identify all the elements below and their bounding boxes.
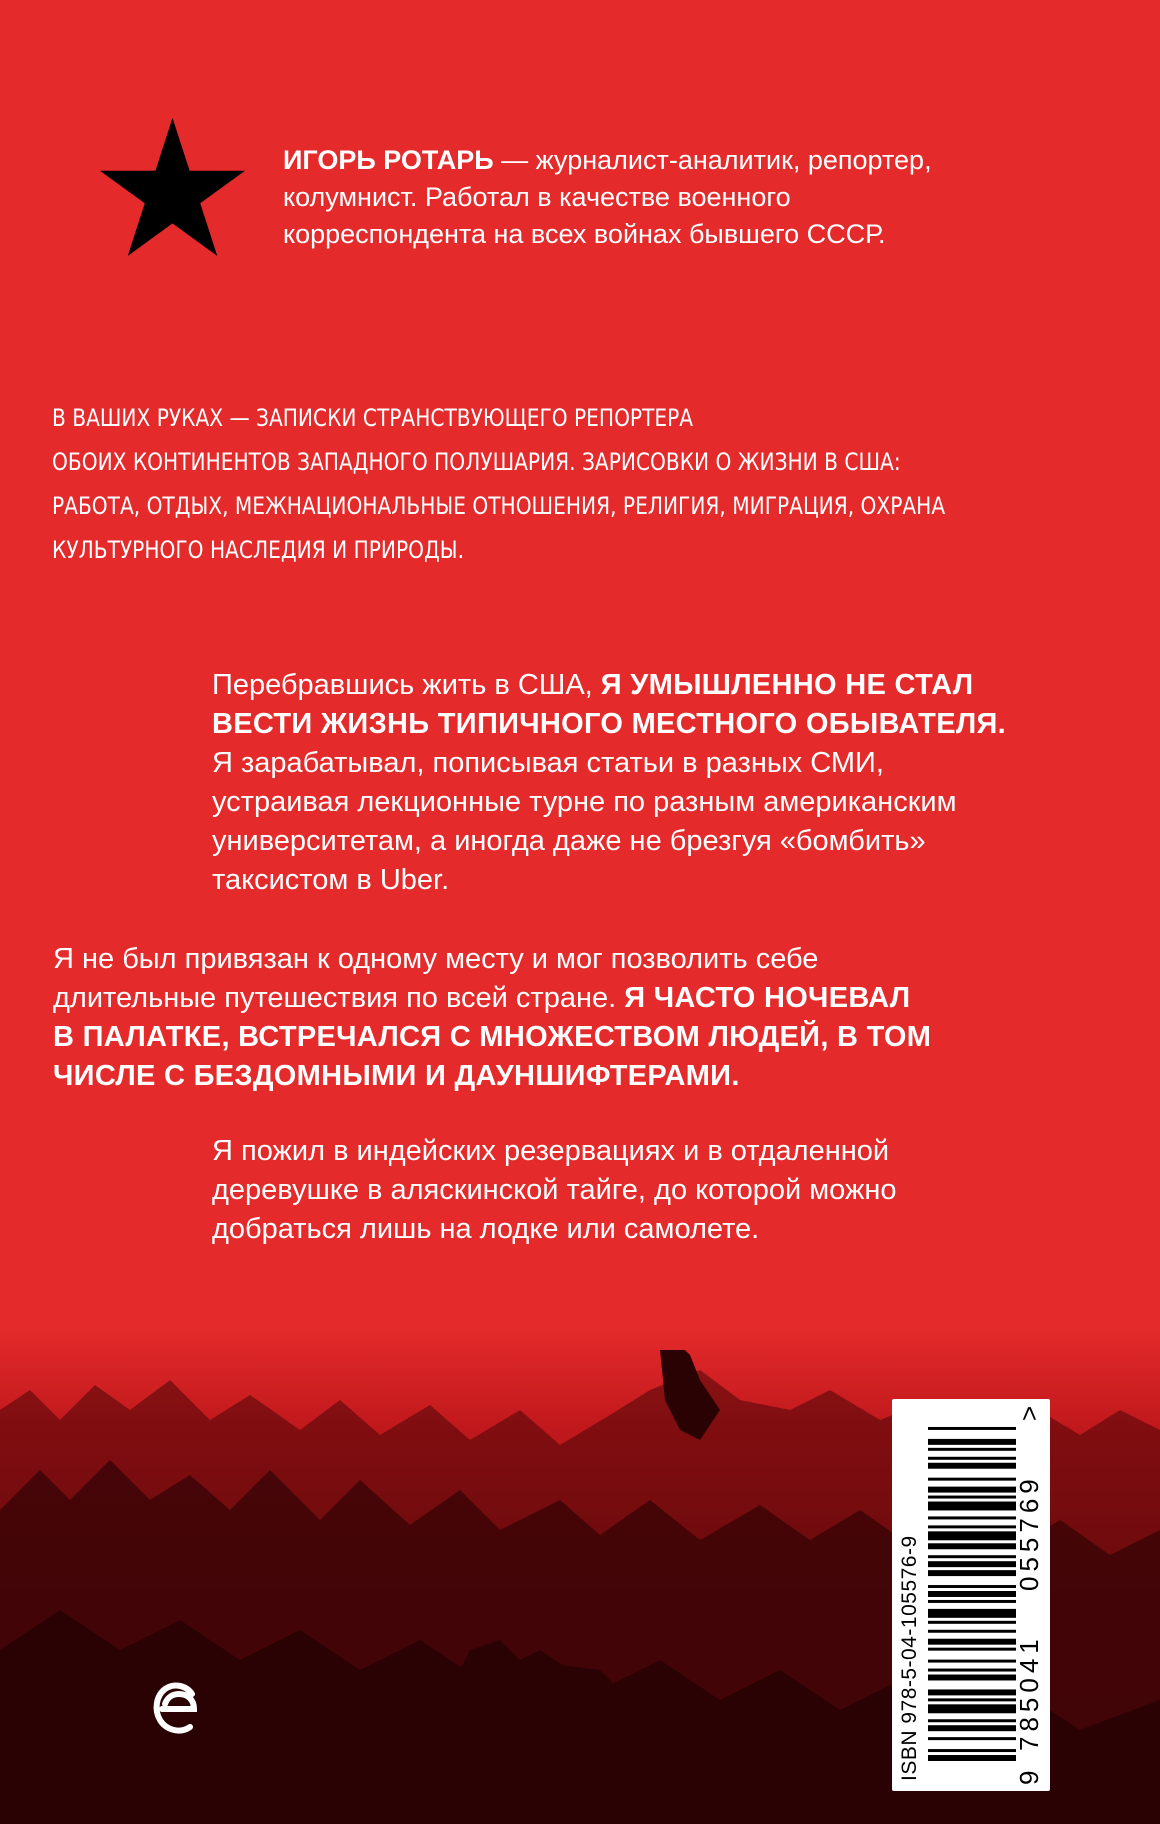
paragraph-line: деревушке в аляскинской тайге, до которой можно [212,1174,897,1206]
barcode-bar [928,1660,1016,1663]
ean-right-group: 055769 [1014,1474,1044,1591]
barcode-bar [928,1585,1016,1588]
barcode-bar [928,1555,1016,1558]
barcode-bar [928,1516,1016,1519]
summary-line: ОБОИХ КОНТИНЕНТОВ ЗАПАДНОГО ПОЛУШАРИЯ. ЗАРИСОВКИ О ЖИЗНИ В США: [52,448,901,476]
paragraph-line: таксистом в Uber. [212,864,450,896]
barcode-bar [928,1600,1016,1603]
paragraph-line: ВЕСТИ ЖИЗНЬ ТИПИЧНОГО МЕСТНОГО ОБЫВАТЕЛЯ. [212,708,1006,740]
barcode-bar [928,1591,1016,1597]
author-bio [283,142,1043,253]
barcode-bar [928,1531,1016,1540]
publisher-logo-icon [152,1680,200,1736]
paragraph-line: Я пожил в индейских резервациях и в отдаленной [212,1135,890,1167]
paragraph-line: длительные путешествия по всей стране. Я ЧАСТО НОЧЕВАЛ [53,982,911,1014]
paragraph-2 [53,940,1113,1096]
barcode-bar [928,1502,1016,1511]
barcode-bar [928,1609,1016,1618]
barcode-bar [928,1698,1016,1701]
barcode-bar [928,1648,1016,1651]
barcode-bar [928,1621,1016,1624]
ean-digits [1014,1399,1044,1791]
barcode-bar [928,1630,1016,1633]
barcode-bar [928,1463,1016,1469]
isbn-number: ISBN 978-5-04-105576-9 [898,1535,921,1781]
barcode-bar [928,1725,1016,1731]
barcode-bar [928,1487,1016,1493]
author-bio-line-1: ИГОРЬ РОТАРЬ — журналист-аналитик, репортер, [283,145,932,175]
ean-arrow: > [1014,1405,1044,1421]
author-bio-line-2: колумнист. Работал в качестве военного [283,182,791,212]
barcode-bar [928,1561,1016,1567]
barcode-bar [928,1755,1016,1761]
barcode-bar [928,1448,1016,1451]
barcode-bar [928,1704,1016,1713]
barcode-bar [928,1689,1016,1695]
author-name: ИГОРЬ РОТАРЬ [283,145,494,175]
barcode-bar [928,1669,1016,1672]
author-bio-line-3: корреспондента на всех войнах бывшего СССР. [283,219,886,249]
barcode-label [892,1399,1050,1791]
barcode-bar [928,1427,1016,1430]
barcode-bar [928,1749,1016,1752]
star-icon [100,118,245,256]
paragraph-line: ЧИСЛЕ С БЕЗДОМНЫМИ И ДАУНШИФТЕРАМИ. [53,1060,740,1092]
summary-line: КУЛЬТУРНОГО НАСЛЕДИЯ И ПРИРОДЫ. [52,536,464,564]
barcode-bar [928,1737,1016,1740]
paragraph-1 [212,666,1112,900]
paragraph-line: университетам, а иногда даже не брезгуя «бомбить» [212,825,926,857]
paragraph-line: добраться лишь на лодке или самолете. [212,1213,760,1245]
book-summary [52,396,1102,572]
barcode-bar [928,1719,1016,1722]
summary-line: РАБОТА, ОТДЫХ, МЕЖНАЦИОНАЛЬНЫЕ ОТНОШЕНИЯ, РЕЛИГИЯ, МИГРАЦИЯ, ОХРАНА [52,492,946,520]
paragraph-line: Я не был привязан к одному месту и мог позволить себе [53,943,819,975]
barcode-bar [928,1439,1016,1445]
barcode-bar [928,1457,1016,1460]
barcode-bar [928,1570,1016,1576]
paragraph-3 [212,1132,1112,1249]
barcode-bar [928,1478,1016,1481]
barcode-bar [928,1675,1016,1681]
paragraph-line: Я зарабатывал, пописывая статьи в разных СМИ, [212,747,884,779]
barcode-bar [928,1639,1016,1645]
paragraph-line: Перебравшись жить в США, Я УМЫШЛЕННО НЕ СТАЛ [212,669,974,701]
barcode-bar [928,1525,1016,1528]
ean-left-group: 785041 [1014,1634,1044,1751]
paragraph-line: В ПАЛАТКЕ, ВСТРЕЧАЛСЯ С МНОЖЕСТВОМ ЛЮДЕЙ, В ТОМ [53,1021,932,1053]
paragraph-line: устраивая лекционные турне по разным американским [212,786,957,818]
barcode-bars [928,1421,1016,1761]
summary-line: В ВАШИХ РУКАХ — ЗАПИСКИ СТРАНСТВУЮЩЕГО РЕПОРТЕРА [52,404,694,432]
barcode-bar [928,1543,1016,1549]
barcode-bar [928,1496,1016,1499]
ean-first-digit: 9 [1014,1770,1044,1785]
